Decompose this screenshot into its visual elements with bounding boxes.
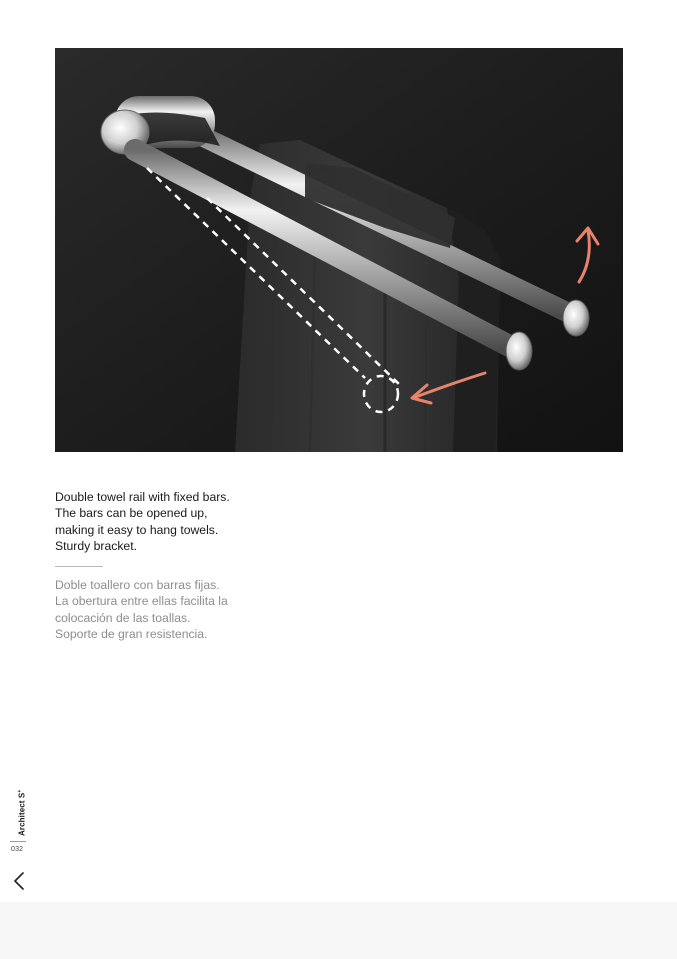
- sidebar-brand: [17, 790, 27, 836]
- description-spanish-line: Doble toallero con barras fijas.: [55, 578, 220, 592]
- description-spanish-line: colocación de las toallas.: [55, 610, 191, 625]
- description-spanish: [55, 577, 315, 642]
- description-english: [55, 489, 315, 554]
- sidebar-brand-sup: +: [17, 789, 23, 793]
- description-spanish-line: La obertura entre ellas facilita la: [55, 594, 228, 609]
- description-english-line: Double towel rail with fixed bars.: [55, 490, 230, 504]
- description-english-line: making it easy to hang towels.: [55, 522, 219, 537]
- sidebar-brand-name: Architect S: [17, 792, 27, 836]
- section-divider: [55, 566, 103, 567]
- page-number: 032: [11, 846, 24, 853]
- back-button[interactable]: [9, 869, 29, 893]
- description-english-line: The bars can be opened up,: [55, 506, 208, 521]
- product-photo: [55, 48, 623, 452]
- sidebar-divider: [10, 841, 26, 842]
- bottom-bar: [0, 902, 677, 959]
- chevron-left-icon: [13, 871, 25, 891]
- description-english-line: Sturdy bracket.: [55, 538, 137, 553]
- description-spanish-line: Soporte de gran resistencia.: [55, 626, 208, 641]
